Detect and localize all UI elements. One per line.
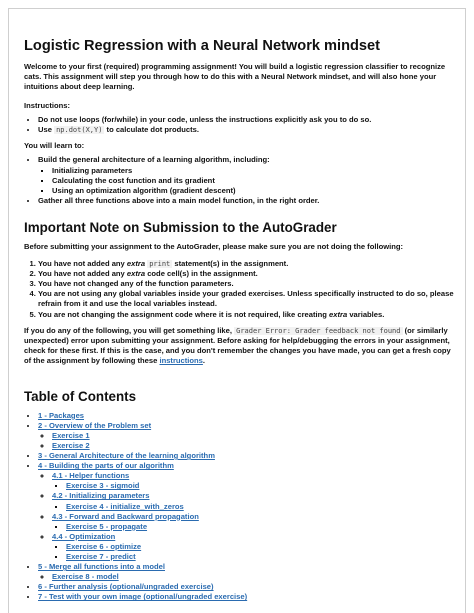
list-item: 1. You have not added any extra print statement(s) in the assignment.	[38, 259, 454, 269]
toc-link[interactable]: Exercise 8 - model	[52, 572, 119, 582]
toc-link[interactable]: 4 - Building the parts of our algorithm	[38, 461, 174, 471]
toc-link[interactable]: 4.3 - Forward and Backward propagation	[52, 511, 199, 521]
list-item: ▪ Initializing parameters	[52, 166, 454, 176]
instructions-link[interactable]: instructions	[159, 356, 203, 366]
list-item: 4. You are not using any global variables inside your graded exercises. Unless specifically instructed to do so, please refrain from it and use the local variables instead.	[38, 289, 454, 309]
learn-sublist	[38, 166, 454, 197]
toc-link[interactable]: Exercise 1	[52, 430, 90, 440]
list-item: • Do not use loops (for/while) in your code, unless the instructions explicitly ask you to do so.	[38, 115, 454, 125]
toc-link[interactable]: 7 - Test with your own image (optional/ungraded exercise)	[38, 592, 248, 602]
toc-link[interactable]: 2 - Overview of the Problem set	[38, 420, 152, 430]
page-title: Logistic Regression with a Neural Network mindset	[24, 38, 381, 54]
list-item: • Use np.dot(X,Y) to calculate dot products.	[38, 125, 454, 135]
intro-paragraph: Welcome to your first (required) programming assignment! You will build a logistic regression classifier to recognize cats. This assignment will step you through how to do this with a Neural Network mindset, and will also hone your intuitions about deep learning.	[24, 62, 446, 92]
table-of-contents	[24, 411, 454, 603]
toc-link[interactable]: 5 - Merge all functions into a model	[38, 562, 165, 572]
toc-link[interactable]: Exercise 3 - sigmoid	[66, 481, 140, 491]
list-item: • Gather all three functions above into a main model function, in the right order.	[38, 196, 454, 206]
list-item: ▪ Using an optimization algorithm (gradient descent)	[52, 186, 454, 196]
autograder-note-heading: Important Note on Submission to the AutoGrader	[24, 220, 337, 236]
toc-link[interactable]: 1 - Packages	[38, 410, 85, 420]
inline-code: Grader Error: Grader feedback not found	[236, 326, 401, 335]
toc-link[interactable]: 4.4 - Optimization	[52, 531, 116, 541]
autograder-intro: Before submitting your assignment to the AutoGrader, please make sure you are not doing the following:	[24, 242, 404, 252]
instructions-heading: Instructions:	[24, 100, 70, 110]
inline-code: print	[149, 259, 171, 268]
learn-list	[24, 155, 454, 206]
list-item: 3. You have not changed any of the function parameters.	[38, 279, 454, 289]
list-item: ▪ Calculating the cost function and its gradient	[52, 176, 454, 186]
toc-link[interactable]: Exercise 7 - predict	[66, 551, 136, 561]
autograder-checklist	[24, 259, 454, 320]
instructions-list	[24, 115, 454, 135]
notebook-content	[24, 37, 454, 602]
toc-link[interactable]: 6 - Further analysis (optional/ungraded exercise)	[38, 582, 214, 592]
toc-link[interactable]: Exercise 5 - propagate	[66, 521, 148, 531]
toc-heading: Table of Contents	[24, 388, 137, 404]
toc-link[interactable]: Exercise 2	[52, 440, 90, 450]
inline-code: np.dot(X,Y)	[56, 126, 103, 135]
list-item: 5. You are not changing the assignment code where it is not required, like creating extra variables.	[38, 310, 454, 320]
grader-error-paragraph: If you do any of the following, you will get something like, Grader Error: Grader feedback not found (or similarly unexpected) error upon submitting your assignment. Before asking for help/debugging the errors in your assignment, check for these first. If this is the case, and you don't remember the changes you have made, you can get a fresh copy of the assignment by following these instructions.	[24, 325, 451, 366]
list-item: 2. You have not added any extra code cell(s) in the assignment.	[38, 269, 454, 279]
notebook-page	[8, 8, 466, 613]
list-item: • Build the general architecture of a learning algorithm, including: ▪ Initializing parameters ▪ Calculating the cost function and its gradient ▪ Using an optimization algorithm (gradient descent)	[38, 155, 454, 196]
toc-link[interactable]: 4.2 - Initializing parameters	[52, 491, 150, 501]
toc-link[interactable]: Exercise 4 - initialize_with_zeros	[66, 501, 184, 511]
toc-link[interactable]: 3 - General Architecture of the learning algorithm	[38, 451, 215, 461]
learn-heading: You will learn to:	[24, 141, 85, 151]
toc-link[interactable]: 4.1 - Helper functions	[52, 471, 130, 481]
toc-link[interactable]: Exercise 6 - optimize	[66, 541, 142, 551]
